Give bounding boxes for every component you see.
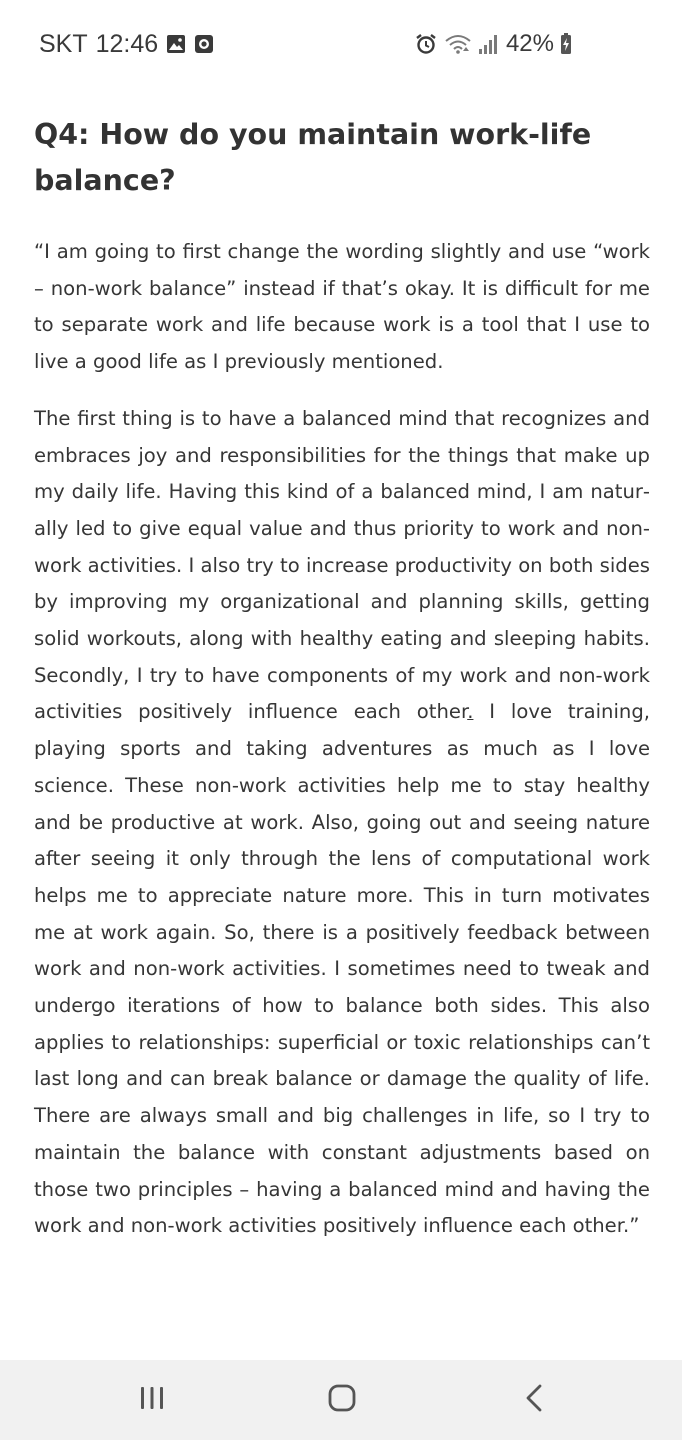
back-button[interactable] bbox=[504, 1380, 564, 1420]
article-title: Q4: How do you maintain work-life balance? bbox=[34, 118, 592, 197]
signal-icon bbox=[478, 33, 500, 55]
article-paragraph-1: “I am going to first change the wording slightly and use “work – non-work balance” instead if that’s okay. It is difficult for me to separate work and life because work is a tool that I use to live a good life as I previously mentioned. bbox=[34, 240, 650, 374]
paragraph-2-text-b: I love training, playing sports and taking adventures as much as I love science. These non-work activities help me to stay healthy and be productive at work. Also, going out and seeing nature after seeing it only through the lens of computational work helps me to appreciate nature more. This in turn motivates me at work again. So, there is a positively feedback between work and non-work activities. I sometimes need to tweak and undergo iterations of how to balance both sides. This also applies to relationships: superficial or toxic relationships can’t last long and can break balance or damage the quality of life. There are always small and big challenges in life, so I try to maintain the balance with constant adjustments based on those two principles – having a balanced mind and having the work and non-work activities positively influence each other.” bbox=[34, 700, 651, 1238]
screen-record-icon bbox=[194, 34, 214, 54]
navigation-bar bbox=[0, 1360, 682, 1440]
back-icon bbox=[522, 1383, 546, 1417]
status-left bbox=[39, 29, 214, 59]
battery-charging-icon bbox=[560, 33, 572, 55]
recent-apps-button[interactable] bbox=[122, 1380, 182, 1420]
home-icon bbox=[327, 1383, 357, 1417]
gallery-icon bbox=[166, 34, 186, 54]
recent-apps-icon bbox=[138, 1384, 166, 1416]
clock-label: 12:46 bbox=[95, 29, 159, 58]
paragraph-2-text-a: The first thing is to have a balanced mind that recognizes and embraces joy and responsibilities for the things that make up my daily life. Having this kind of a balanced mind, I am naturally led to give equal value and thus priority to work and non-work activities. I also try to increase productivity on both sides by improving my organizational and planning skills, getting solid workouts, along with healthy eating and sleeping habits. Secondly, I try to have components of my work and non-work activities positively influence each other bbox=[34, 406, 650, 724]
status-right bbox=[414, 29, 572, 59]
home-button[interactable] bbox=[312, 1380, 372, 1420]
underlined-mark: . bbox=[467, 700, 474, 724]
article bbox=[34, 112, 650, 1265]
alarm-icon bbox=[414, 32, 438, 56]
status-bar bbox=[0, 0, 682, 88]
wifi-icon bbox=[444, 33, 472, 55]
battery-percent: 42% bbox=[505, 30, 554, 57]
article-paragraph-2 bbox=[34, 401, 650, 1245]
carrier-label: SKT bbox=[39, 29, 88, 58]
